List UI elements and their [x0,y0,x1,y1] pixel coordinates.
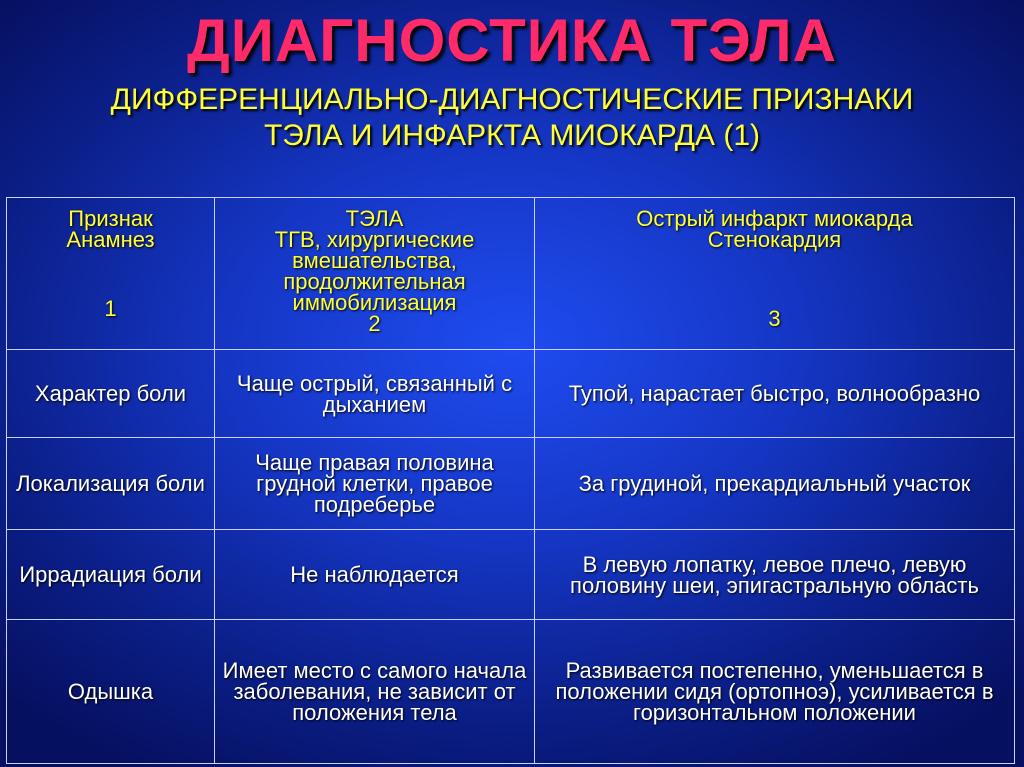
header-mi-sublabel: Стенокардия [707,227,842,252]
table-row [7,530,1015,620]
tela-cell: Не наблюдается [215,530,535,620]
slide-title: ДИАГНОСТИКА ТЭЛА [187,7,837,74]
header-cell-sign [7,198,215,350]
table-row [7,620,1015,764]
header-tela-label: ТЭЛА [345,206,404,231]
header-sign-sublabel: Анамнез [66,227,155,252]
header-col-number: 2 [368,311,381,336]
mi-cell: В левую лопатку, левое плечо, левую половину шеи, эпигастральную область [535,530,1015,620]
header-col-number: 3 [768,306,781,331]
table-header-row [7,198,1015,350]
tela-cell: Имеет место с самого начала заболевания, не зависит от положения тела [215,620,535,764]
table-row [7,350,1015,438]
sign-cell: Одышка [7,620,215,764]
table-row [7,438,1015,530]
mi-cell: Тупой, нарастает быстро, волнообразно [535,350,1015,438]
subtitle-line-2: ТЭЛА И ИНФАРКТА МИОКАРДА (1) [263,119,761,152]
mi-cell: Развивается постепенно, уменьшается в положении сидя (ортопноэ), усиливается в горизонтальном положении [535,620,1015,764]
comparison-table [6,197,1015,764]
subtitle-line-1: ДИФФЕРЕНЦИАЛЬНО-ДИАГНОСТИЧЕСКИЕ ПРИЗНАКИ [110,83,914,116]
header-cell-tela [215,198,535,350]
slide-subtitle [40,82,984,154]
tela-cell: Чаще правая половина грудной клетки, правое подреберье [215,438,535,530]
header-mi-label: Острый инфаркт миокарда [636,206,913,231]
mi-cell: За грудиной, прекардиальный участок [535,438,1015,530]
header-sign-label: Признак [68,206,153,231]
tela-cell: Чаще острый, связанный с дыханием [215,350,535,438]
sign-cell: Локализация боли [7,438,215,530]
sign-cell: Характер боли [7,350,215,438]
header-col-number: 1 [104,296,117,321]
header-tela-sublabel: ТГВ, хирургические вмешательства, продолжительная иммобилизация [274,227,475,315]
header-cell-mi [535,198,1015,350]
sign-cell: Иррадиация боли [7,530,215,620]
